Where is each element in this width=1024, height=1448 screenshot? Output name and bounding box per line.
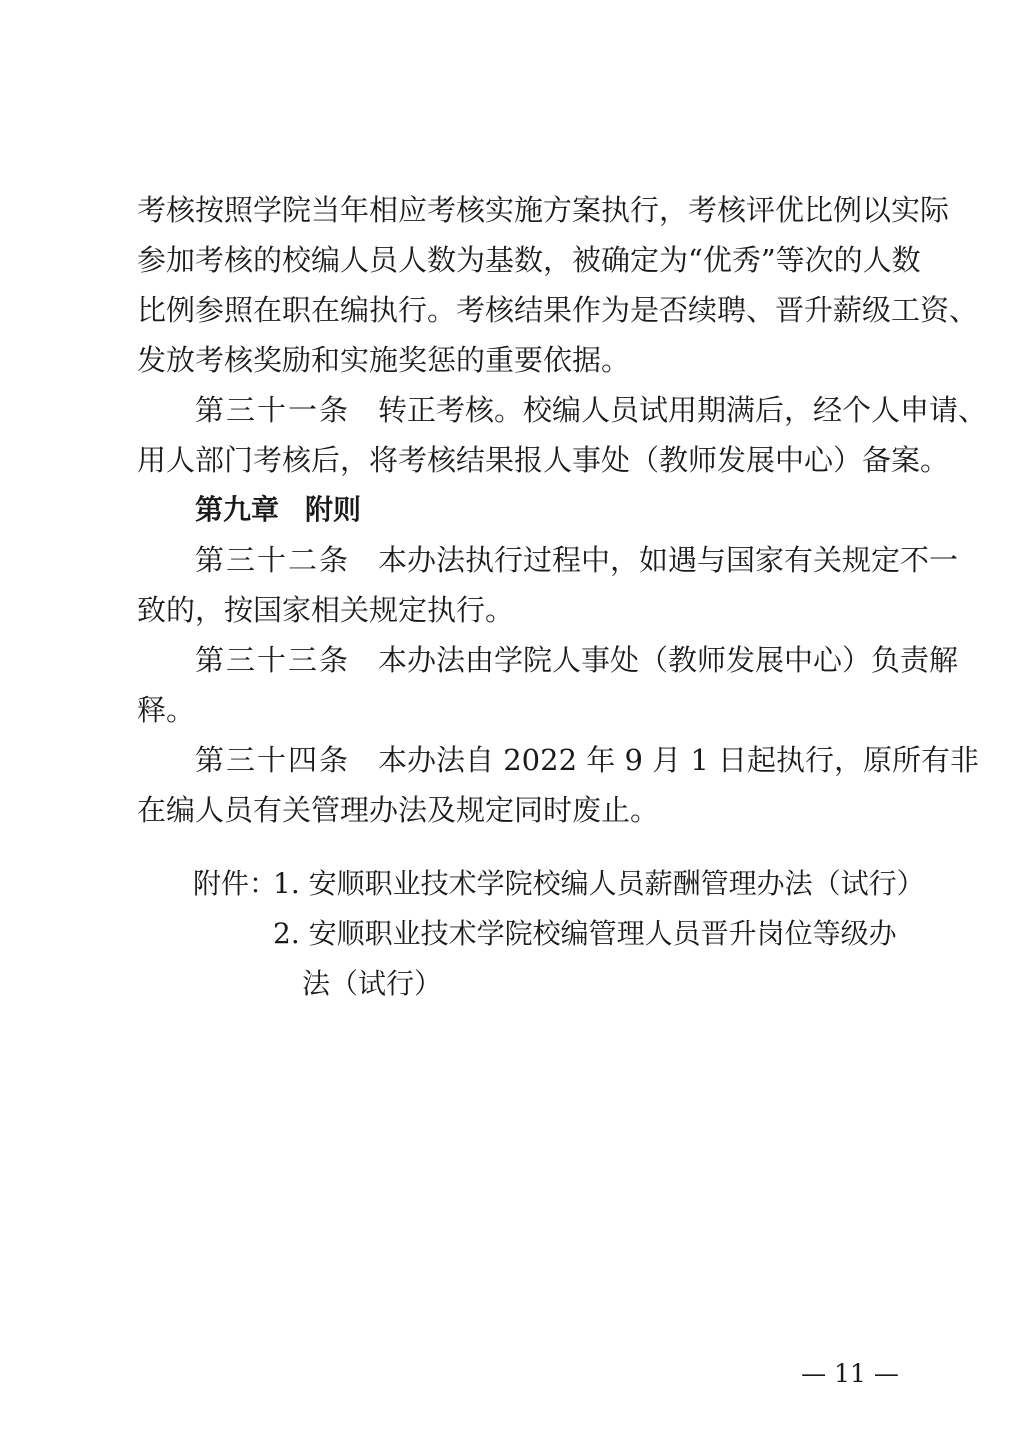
article-text: 本办法自 2022 年 9 月 1 日起执行，原所有非 (378, 743, 980, 777)
attachments-label: 附件： (193, 867, 278, 900)
chapter-heading (195, 490, 897, 530)
article-34 (195, 740, 980, 780)
article-31 (195, 390, 988, 430)
article-number: 第三十四条 (195, 743, 351, 777)
article-number: 第三十三条 (195, 643, 351, 677)
paragraph-line: 发放考核奖励和实施奖惩的重要依据。 (137, 343, 631, 377)
paragraph-line: 考核按照学院当年相应考核实施方案执行，考核评优比例以实际 (137, 193, 950, 227)
article-number: 第三十一条 (195, 393, 351, 427)
page-number: — 11 — (801, 1359, 899, 1388)
attachment-item: 2. 安顺职业技术学院校编管理人员晋升岗位等级办 (273, 917, 897, 950)
article-text: 本办法由学院人事处（教师发展中心）负责解 (378, 643, 959, 677)
article-number: 第三十二条 (195, 543, 351, 577)
attachment-item-continuation: 法（试行） (302, 967, 443, 1000)
paragraph-line: 致的，按国家相关规定执行。 (137, 593, 515, 627)
article-text: 本办法执行过程中，如遇与国家有关规定不一 (378, 543, 959, 577)
attachment-item: 1. 安顺职业技术学院校编人员薪酬管理办法（试行） (273, 867, 925, 900)
paragraph-line: 在编人员有关管理办法及规定同时废止。 (137, 793, 660, 827)
paragraph-line: 参加考核的校编人员人数为基数，被确定为“优秀”等次的人数 (137, 243, 921, 277)
article-text: 转正考核。校编人员试用期满后，经个人申请、 (378, 393, 988, 427)
chapter-number: 第九章 (195, 493, 280, 526)
paragraph-line: 比例参照在职在编执行。考核结果作为是否续聘、晋升薪级工资、 (137, 293, 979, 327)
paragraph-line: 释。 (137, 693, 196, 727)
chapter-title: 附则 (305, 493, 362, 526)
article-33 (195, 640, 959, 680)
paragraph-line: 用人部门考核后，将考核结果报人事处（教师发展中心）备案。 (137, 443, 950, 477)
article-32 (195, 540, 959, 580)
